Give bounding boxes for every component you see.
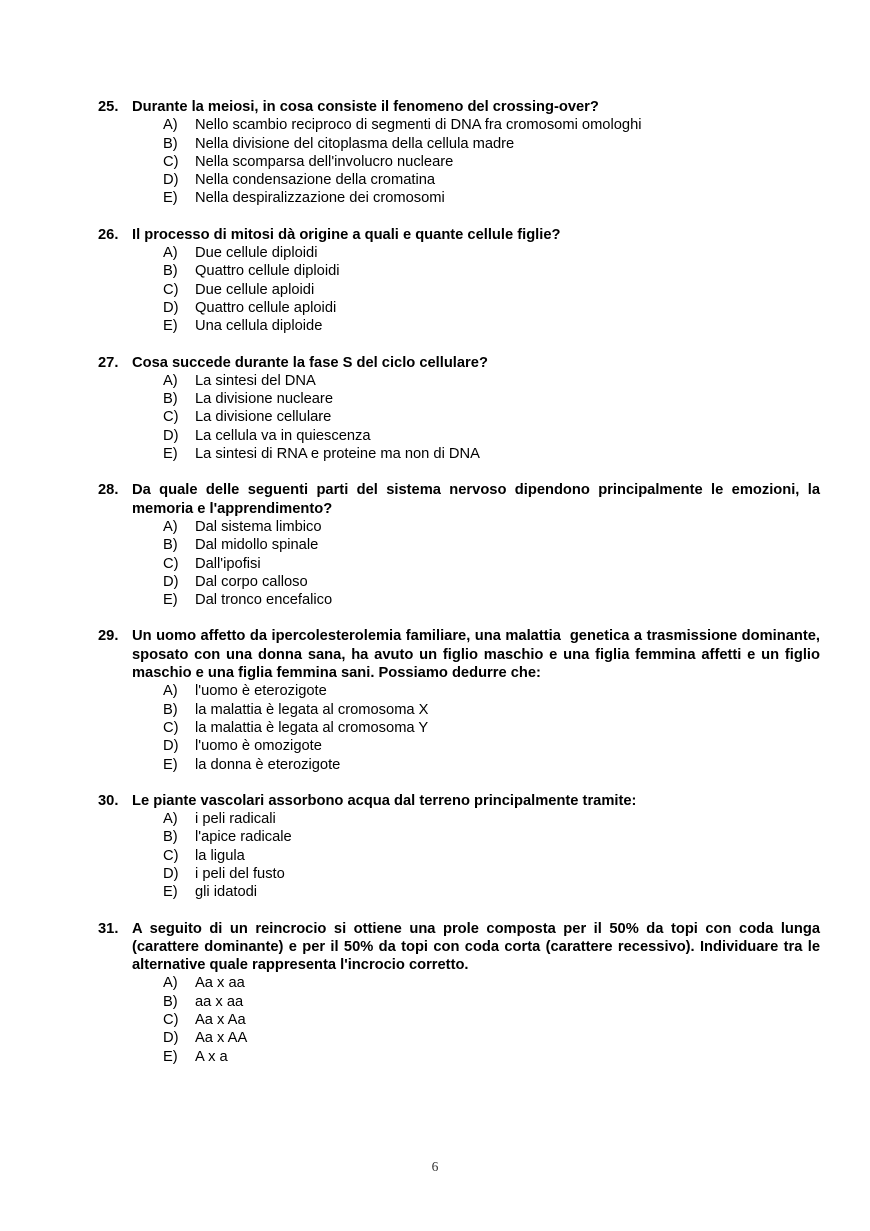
- option-letter: A): [163, 683, 178, 700]
- option-text: Aa x AA: [195, 1030, 248, 1047]
- answer-option[interactable]: [163, 974, 820, 992]
- answer-option[interactable]: [163, 390, 820, 408]
- question-block: [98, 792, 820, 902]
- option-text: Due cellule diploidi: [195, 245, 318, 262]
- answer-option[interactable]: [163, 281, 820, 299]
- option-letter: C): [163, 281, 179, 298]
- answer-option[interactable]: [163, 682, 820, 700]
- option-text: la donna è eterozigote: [195, 756, 341, 773]
- question-list: [98, 98, 825, 1066]
- answer-option[interactable]: [163, 828, 820, 846]
- question-number: 27.: [98, 354, 119, 371]
- option-text: Quattro cellule aploidi: [195, 299, 337, 316]
- question-block: [98, 481, 825, 609]
- option-letter: B): [163, 537, 178, 554]
- answer-option[interactable]: [163, 555, 820, 573]
- answer-option[interactable]: [163, 1029, 820, 1047]
- answer-option[interactable]: [163, 153, 820, 171]
- question-number: 31.: [98, 920, 119, 937]
- option-letter: A): [163, 372, 178, 389]
- question-text: A seguito di un reincrocio si ottiene una prole composta per il 50% da topi con coda lunga (carattere dominante) e per il 50% da topi con coda corta (carattere recessivo). Individuare tra le alternative quale rappresenta l'incrocio corretto.: [132, 920, 825, 974]
- option-letter: D): [163, 1030, 179, 1047]
- option-text: Quattro cellule diploidi: [195, 263, 340, 280]
- option-text: i peli radicali: [195, 811, 276, 828]
- option-letter: D): [163, 427, 179, 444]
- answer-option[interactable]: [163, 883, 820, 901]
- answer-option[interactable]: [163, 536, 820, 554]
- option-letter: E): [163, 592, 178, 609]
- option-text: Una cellula diploide: [195, 318, 323, 335]
- option-text: La sintesi di RNA e proteine ma non di DNA: [195, 446, 480, 463]
- answer-options: [98, 682, 820, 773]
- option-text: Aa x aa: [195, 975, 245, 992]
- option-letter: A): [163, 518, 178, 535]
- option-letter: B): [163, 135, 178, 152]
- option-letter: C): [163, 409, 179, 426]
- answer-option[interactable]: [163, 719, 820, 737]
- option-letter: E): [163, 446, 178, 463]
- option-letter: C): [163, 555, 179, 572]
- option-letter: C): [163, 1012, 179, 1029]
- answer-option[interactable]: [163, 810, 820, 828]
- option-letter: E): [163, 190, 178, 207]
- question-stem: [98, 792, 820, 810]
- option-letter: D): [163, 738, 179, 755]
- option-text: La cellula va in quiescenza: [195, 427, 371, 444]
- option-text: la malattia è legata al cromosoma X: [195, 701, 429, 718]
- answer-option[interactable]: [163, 262, 820, 280]
- option-letter: E): [163, 884, 178, 901]
- question-block: [98, 226, 820, 336]
- answer-option[interactable]: [163, 1048, 820, 1066]
- answer-option[interactable]: [163, 116, 820, 134]
- option-text: La divisione cellulare: [195, 409, 332, 426]
- question-stem: [98, 481, 825, 518]
- option-text: Nella scomparsa dell'involucro nucleare: [195, 153, 454, 170]
- option-text: l'apice radicale: [195, 829, 292, 846]
- option-letter: C): [163, 153, 179, 170]
- option-letter: E): [163, 756, 178, 773]
- question-text: Il processo di mitosi dà origine a quali e quante cellule figlie?: [132, 226, 561, 243]
- option-letter: D): [163, 299, 179, 316]
- option-letter: D): [163, 573, 179, 590]
- answer-option[interactable]: [163, 244, 820, 262]
- option-text: l'uomo è eterozigote: [195, 683, 327, 700]
- answer-options: [98, 244, 820, 335]
- answer-option[interactable]: [163, 701, 820, 719]
- question-number: 30.: [98, 792, 119, 809]
- answer-option[interactable]: [163, 993, 820, 1011]
- question-stem: [98, 627, 825, 682]
- question-number: 28.: [98, 482, 119, 499]
- answer-options: [98, 974, 820, 1065]
- option-text: aa x aa: [195, 993, 244, 1010]
- question-text: Cosa succede durante la fase S del ciclo cellulare?: [132, 354, 488, 371]
- option-text: gli idatodi: [195, 884, 258, 901]
- option-text: Aa x Aa: [195, 1012, 246, 1029]
- option-text: Dal tronco encefalico: [195, 592, 333, 609]
- option-text: La divisione nucleare: [195, 391, 333, 408]
- option-text: Dall'ipofisi: [195, 555, 261, 572]
- answer-option[interactable]: [163, 299, 820, 317]
- option-letter: B): [163, 391, 178, 408]
- question-number: 26.: [98, 226, 119, 243]
- option-letter: B): [163, 993, 178, 1010]
- answer-options: [98, 116, 820, 207]
- option-text: i peli del fusto: [195, 865, 285, 882]
- option-letter: D): [163, 865, 179, 882]
- option-text: la malattia è legata al cromosoma Y: [195, 719, 429, 736]
- question-number: 29.: [98, 628, 119, 645]
- option-text: Dal sistema limbico: [195, 518, 322, 535]
- option-letter: B): [163, 263, 178, 280]
- question-text: Un uomo affetto da ipercolesterolemia familiare, una malattia genetica a trasmissione dominante, sposato con una donna sana, ha avuto un figlio maschio e una figlia femmina affetti e un figlio maschio e una figlia femmina sani. Possiamo dedurre che:: [132, 628, 825, 682]
- question-stem: [98, 226, 820, 244]
- question-block: [98, 920, 825, 1066]
- option-text: Nella divisione del citoplasma della cellula madre: [195, 135, 515, 152]
- answer-option[interactable]: [163, 573, 820, 591]
- option-text: Due cellule aploidi: [195, 281, 315, 298]
- question-stem: [98, 354, 820, 372]
- answer-option[interactable]: [163, 1011, 820, 1029]
- option-letter: A): [163, 245, 178, 262]
- answer-option[interactable]: [163, 756, 820, 774]
- answer-option[interactable]: [163, 847, 820, 865]
- answer-option[interactable]: [163, 171, 820, 189]
- option-letter: E): [163, 1048, 178, 1065]
- question-text: Le piante vascolari assorbono acqua dal terreno principalmente tramite:: [132, 792, 637, 809]
- question-block: [98, 627, 825, 773]
- answer-option[interactable]: [163, 408, 820, 426]
- option-letter: A): [163, 975, 178, 992]
- option-letter: A): [163, 811, 178, 828]
- option-text: la ligula: [195, 847, 245, 864]
- answer-option[interactable]: [163, 865, 820, 883]
- answer-option[interactable]: [163, 737, 820, 755]
- question-number: 25.: [98, 99, 119, 115]
- option-text: A x a: [195, 1048, 228, 1065]
- option-letter: C): [163, 847, 179, 864]
- option-text: Nella condensazione della cromatina: [195, 172, 436, 189]
- answer-options: [98, 372, 820, 463]
- question-block: [98, 98, 820, 208]
- page-number: 6: [431, 1159, 439, 1174]
- answer-option[interactable]: [163, 518, 820, 536]
- answer-options: [98, 518, 820, 609]
- question-block: [98, 354, 820, 464]
- option-letter: D): [163, 172, 179, 189]
- option-text: Dal corpo calloso: [195, 573, 308, 590]
- answer-options: [98, 810, 820, 901]
- answer-option[interactable]: [163, 135, 820, 153]
- option-letter: C): [163, 719, 179, 736]
- question-stem: [98, 98, 820, 116]
- option-letter: A): [163, 117, 178, 134]
- option-text: Nella despiralizzazione dei cromosomi: [195, 190, 445, 207]
- answer-option[interactable]: [163, 189, 820, 207]
- question-text: Durante la meiosi, in cosa consiste il fenomeno del crossing-over?: [132, 99, 599, 115]
- option-letter: E): [163, 318, 178, 335]
- answer-option[interactable]: [163, 317, 820, 335]
- option-text: La sintesi del DNA: [195, 372, 316, 389]
- option-text: Nello scambio reciproco di segmenti di DNA fra cromosomi omologhi: [195, 117, 642, 134]
- answer-option[interactable]: [163, 591, 820, 609]
- option-letter: B): [163, 829, 178, 846]
- answer-option[interactable]: [163, 372, 820, 390]
- option-text: l'uomo è omozigote: [195, 738, 322, 755]
- question-stem: [98, 920, 825, 975]
- option-text: Dal midollo spinale: [195, 537, 319, 554]
- answer-option[interactable]: [163, 445, 820, 463]
- question-text: Da quale delle seguenti parti del sistema nervoso dipendono principalmente le emozioni, la memoria e l'apprendimento?: [132, 482, 825, 517]
- answer-option[interactable]: [163, 427, 820, 445]
- option-letter: B): [163, 701, 178, 718]
